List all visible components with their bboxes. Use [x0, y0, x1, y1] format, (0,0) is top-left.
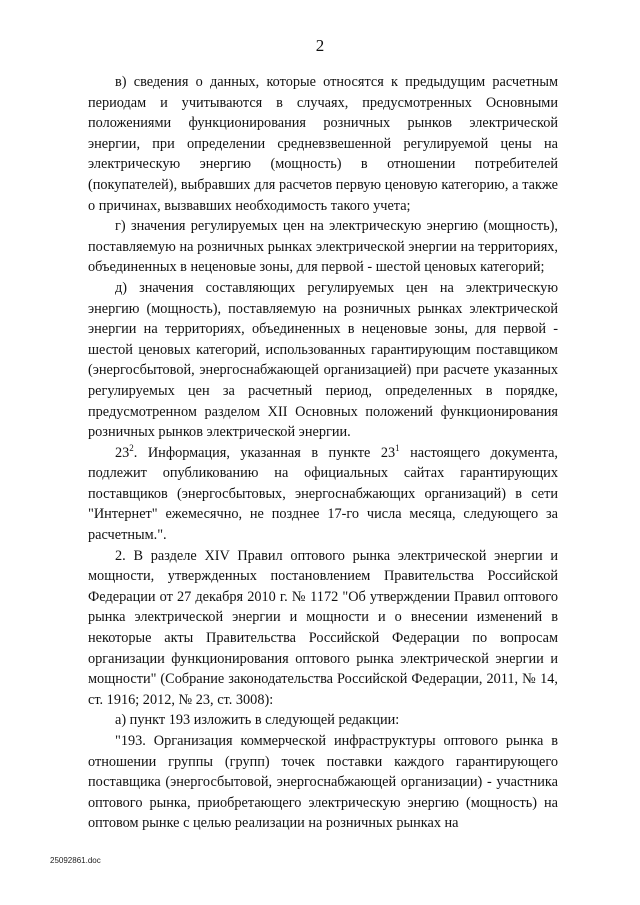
page-number: 2	[315, 36, 325, 55]
paragraph-23-2	[88, 443, 558, 546]
reference-superscript: 1	[395, 442, 400, 453]
clause-number: 23	[115, 444, 130, 461]
clause-text-rest: настоящего документа, подлежит опубликованию на официальных сайтах гарантирующих поставщиков (энергосбытовых, энергоснабжающих организаций) в сети "Интернет" ежемесячно, не позднее 17-го числа месяца, следующего за расчетным.".	[88, 444, 558, 544]
document-body	[88, 72, 558, 834]
paragraph-193: "193. Организация коммерческой инфраструктуры оптового рынка в отношении группы (групп) точек поставки каждого гарантирующего поставщика (энергосбытовой, энергоснабжающей организации) - участника оптового рынка, приобретающего электрическую энергию (мощность) на оптовом рынке с целью реализации на розничных рынках на	[88, 733, 558, 832]
paragraph-d: д) значения составляющих регулируемых цен на электрическую энергию (мощность), поставляемую на розничных рынках электрической энергии на территориях, объединенных в неценовые зоны, для первой - шестой ценовых категорий, использованных гарантирующим поставщиком (энергосбытовой, энергоснабжающей организацией) при расчете указанных регулируемых цен за расчетный период, определенных в порядке, предусмотренном разделом XII Основных положений функционирования розничных рынков электрической энергии.	[88, 279, 558, 441]
clause-text-start: . Информация, указанная в пункте 23	[133, 444, 396, 461]
footer-document-code: 25092861.doc	[50, 856, 101, 865]
paragraph-g: г) значения регулируемых цен на электрическую энергию (мощность), поставляемую на розничных рынках электрической энергии на территориях, объединенных в неценовые зоны, для первой - шестой ценовых категорий;	[88, 218, 558, 276]
clause-number-superscript: 2	[129, 442, 134, 453]
paragraph-v: в) сведения о данных, которые относятся к предыдущим расчетным периодам и учитываются в случаях, предусмотренных Основными положениями функционирования розничных рынков электрической энергии, при определении средневзвешенной регулируемой цены на электрическую энергию (мощность) в отношении потребителей (покупателей), выбравших для расчетов первую ценовую категорию, а также о причинах, вызвавших необходимость такого учета;	[88, 74, 558, 214]
paragraph-item-a: а) пункт 193 изложить в следующей редакции:	[115, 712, 400, 729]
paragraph-section-2: 2. В разделе XIV Правил оптового рынка электрической энергии и мощности, утвержденных постановлением Правительства Российской Федерации от 27 декабря 2010 г. № 1172 "Об утверждении Правил оптового рынка электрической энергии и мощности и о внесении изменений в некоторые акты Правительства Российской Федерации по вопросам организации функционирования оптового рынка электрической энергии и мощности" (Собрание законодательства Российской Федерации, 2011, № 14, ст. 1916; 2012, № 23, ст. 3008):	[88, 547, 558, 708]
